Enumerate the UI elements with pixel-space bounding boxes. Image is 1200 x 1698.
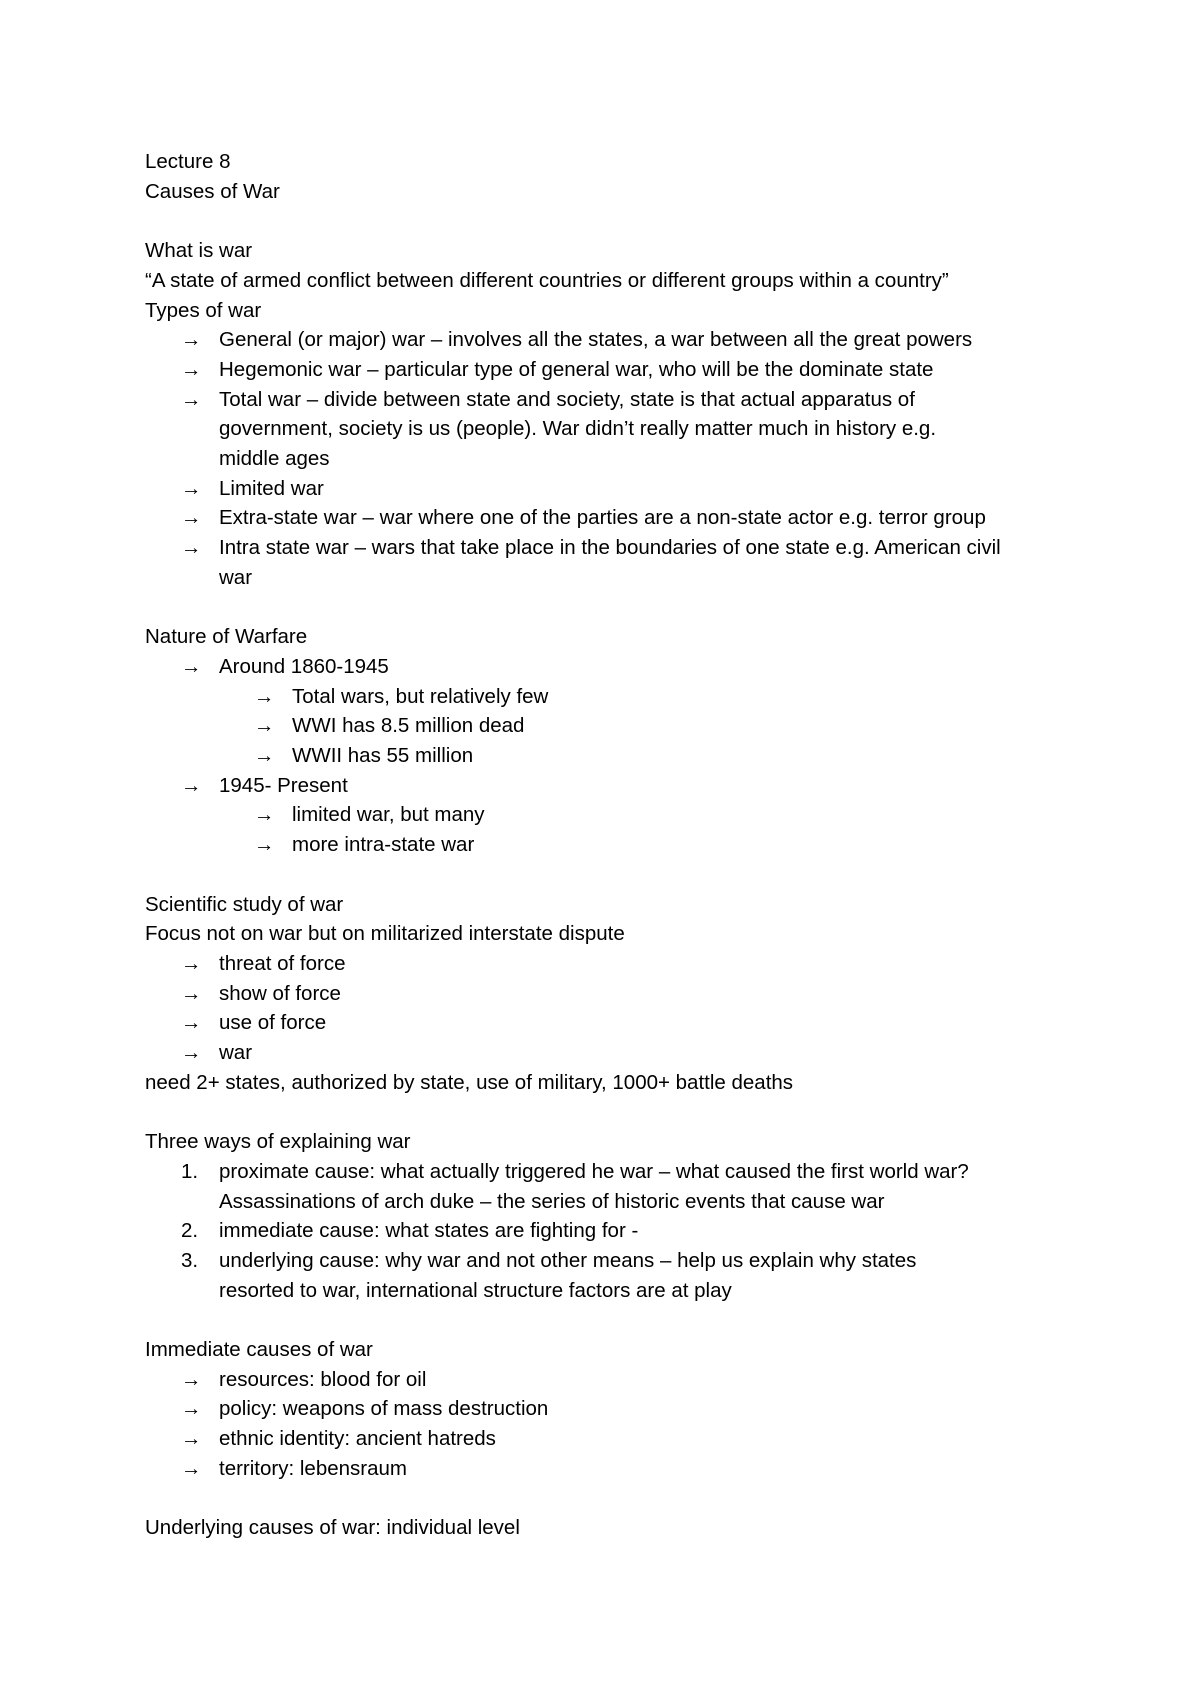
- spacer: [145, 1305, 1105, 1335]
- dispute-criteria: need 2+ states, authorized by state, use of military, 1000+ battle deaths: [145, 1070, 794, 1094]
- list-item-type-extra-state: [145, 503, 1105, 533]
- list-item-type-intra-state: [145, 533, 1105, 592]
- list-item: [145, 1365, 1105, 1395]
- list-item-period-2: [145, 771, 1105, 801]
- sub-list-item: [145, 830, 1105, 860]
- numbered-item-2: [145, 1216, 1105, 1246]
- document-page: [145, 147, 1105, 1543]
- list-item: [145, 1038, 1105, 1068]
- list-item-text: proximate cause: what actually triggered he war – what caused the first world war? Assassinations of arch duke – the series of historic events that cause war: [219, 1159, 969, 1213]
- list-item-text: General (or major) war – involves all the states, a war between all the great powers: [219, 328, 973, 352]
- lecture-title: Causes of War: [145, 179, 280, 203]
- arrow-icon: →: [254, 833, 275, 857]
- arrow-icon: →: [181, 1367, 202, 1391]
- section-heading-scientific-study: Scientific study of war: [145, 892, 344, 916]
- list-item-text: policy: weapons of mass destruction: [219, 1397, 549, 1421]
- list-item: [145, 1454, 1105, 1484]
- scientific-focus: Focus not on war but on militarized interstate dispute: [145, 922, 625, 946]
- list-item: [145, 1008, 1105, 1038]
- arrow-icon: →: [181, 476, 202, 500]
- arrow-icon: →: [181, 1041, 202, 1065]
- list-item-text: resources: blood for oil: [219, 1367, 427, 1391]
- numbered-item-1: [145, 1157, 1105, 1216]
- list-item-period-1: [145, 652, 1105, 682]
- list-item-text: Intra state war – wars that take place in the boundaries of one state e.g. American civil war: [219, 536, 1001, 589]
- list-item-text: more intra-state war: [292, 833, 475, 857]
- list-item-text: WWI has 8.5 million dead: [292, 714, 525, 738]
- list-item-text: Around 1860-1945: [219, 654, 389, 678]
- list-item: [145, 1394, 1105, 1424]
- arrow-icon: →: [181, 1456, 202, 1480]
- sub-list-item: [145, 711, 1105, 741]
- sub-list-item: [145, 741, 1105, 771]
- list-item-text: WWII has 55 million: [292, 744, 474, 768]
- list-item-text: immediate cause: what states are fighting for -: [219, 1219, 639, 1243]
- list-item-type-limited: [145, 474, 1105, 504]
- list-item: [145, 979, 1105, 1009]
- spacer: [145, 1484, 1105, 1514]
- list-number: 2.: [181, 1219, 199, 1243]
- list-item-text: Total war – divide between state and society, state is that actual apparatus of government, society is us (people). War didn’t really matter much in history e.g. middle ages: [219, 387, 937, 471]
- list-item-type-general: [145, 325, 1105, 355]
- arrow-icon: →: [181, 654, 202, 678]
- list-item-text: use of force: [219, 1011, 327, 1035]
- list-number: 1.: [181, 1159, 199, 1183]
- list-item-text: territory: lebensraum: [219, 1456, 407, 1480]
- arrow-icon: →: [181, 1397, 202, 1421]
- numbered-item-3: [145, 1246, 1105, 1305]
- list-item-text: show of force: [219, 981, 341, 1005]
- arrow-icon: →: [181, 1011, 202, 1035]
- arrow-icon: →: [181, 981, 202, 1005]
- arrow-icon: →: [181, 1427, 202, 1451]
- list-item-text: limited war, but many: [292, 803, 485, 827]
- section-heading-what-is-war: What is war: [145, 239, 253, 263]
- sub-list-item: [145, 800, 1105, 830]
- arrow-icon: →: [181, 387, 202, 411]
- list-item-type-total: [145, 385, 1105, 474]
- arrow-icon: →: [181, 536, 202, 560]
- arrow-icon: →: [254, 744, 275, 768]
- arrow-icon: →: [254, 803, 275, 827]
- arrow-icon: →: [181, 506, 202, 530]
- list-number: 3.: [181, 1248, 199, 1272]
- list-item-text: threat of force: [219, 951, 346, 975]
- spacer: [145, 206, 1105, 236]
- list-item: [145, 949, 1105, 979]
- list-item-text: Extra-state war – war where one of the parties are a non-state actor e.g. terror group: [219, 506, 986, 530]
- list-item-text: Hegemonic war – particular type of general war, who will be the dominate state: [219, 357, 934, 381]
- arrow-icon: →: [181, 773, 202, 797]
- types-of-war-heading: Types of war: [145, 298, 262, 322]
- arrow-icon: →: [254, 714, 275, 738]
- arrow-icon: →: [181, 951, 202, 975]
- list-item-text: ethnic identity: ancient hatreds: [219, 1427, 496, 1451]
- spacer: [145, 1097, 1105, 1127]
- list-item: [145, 1424, 1105, 1454]
- section-heading-nature-of-warfare: Nature of Warfare: [145, 625, 308, 649]
- arrow-icon: →: [254, 684, 275, 708]
- section-heading-immediate-causes: Immediate causes of war: [145, 1338, 373, 1362]
- list-item-text: Limited war: [219, 476, 324, 500]
- spacer: [145, 860, 1105, 890]
- list-item-text: underlying cause: why war and not other means – help us explain why states resorted to war, international structure factors are at play: [219, 1248, 917, 1302]
- list-item-text: Total wars, but relatively few: [292, 684, 549, 708]
- arrow-icon: →: [181, 357, 202, 381]
- section-heading-three-ways: Three ways of explaining war: [145, 1130, 411, 1154]
- war-definition: “A state of armed conflict between different countries or different groups within a country”: [145, 268, 949, 292]
- sub-list-item: [145, 682, 1105, 712]
- spacer: [145, 593, 1105, 623]
- lecture-number: Lecture 8: [145, 150, 231, 173]
- list-item-text: war: [219, 1041, 253, 1065]
- section-heading-underlying-causes: Underlying causes of war: individual level: [145, 1516, 520, 1540]
- arrow-icon: →: [181, 328, 202, 352]
- list-item-type-hegemonic: [145, 355, 1105, 385]
- list-item-text: 1945- Present: [219, 773, 348, 797]
